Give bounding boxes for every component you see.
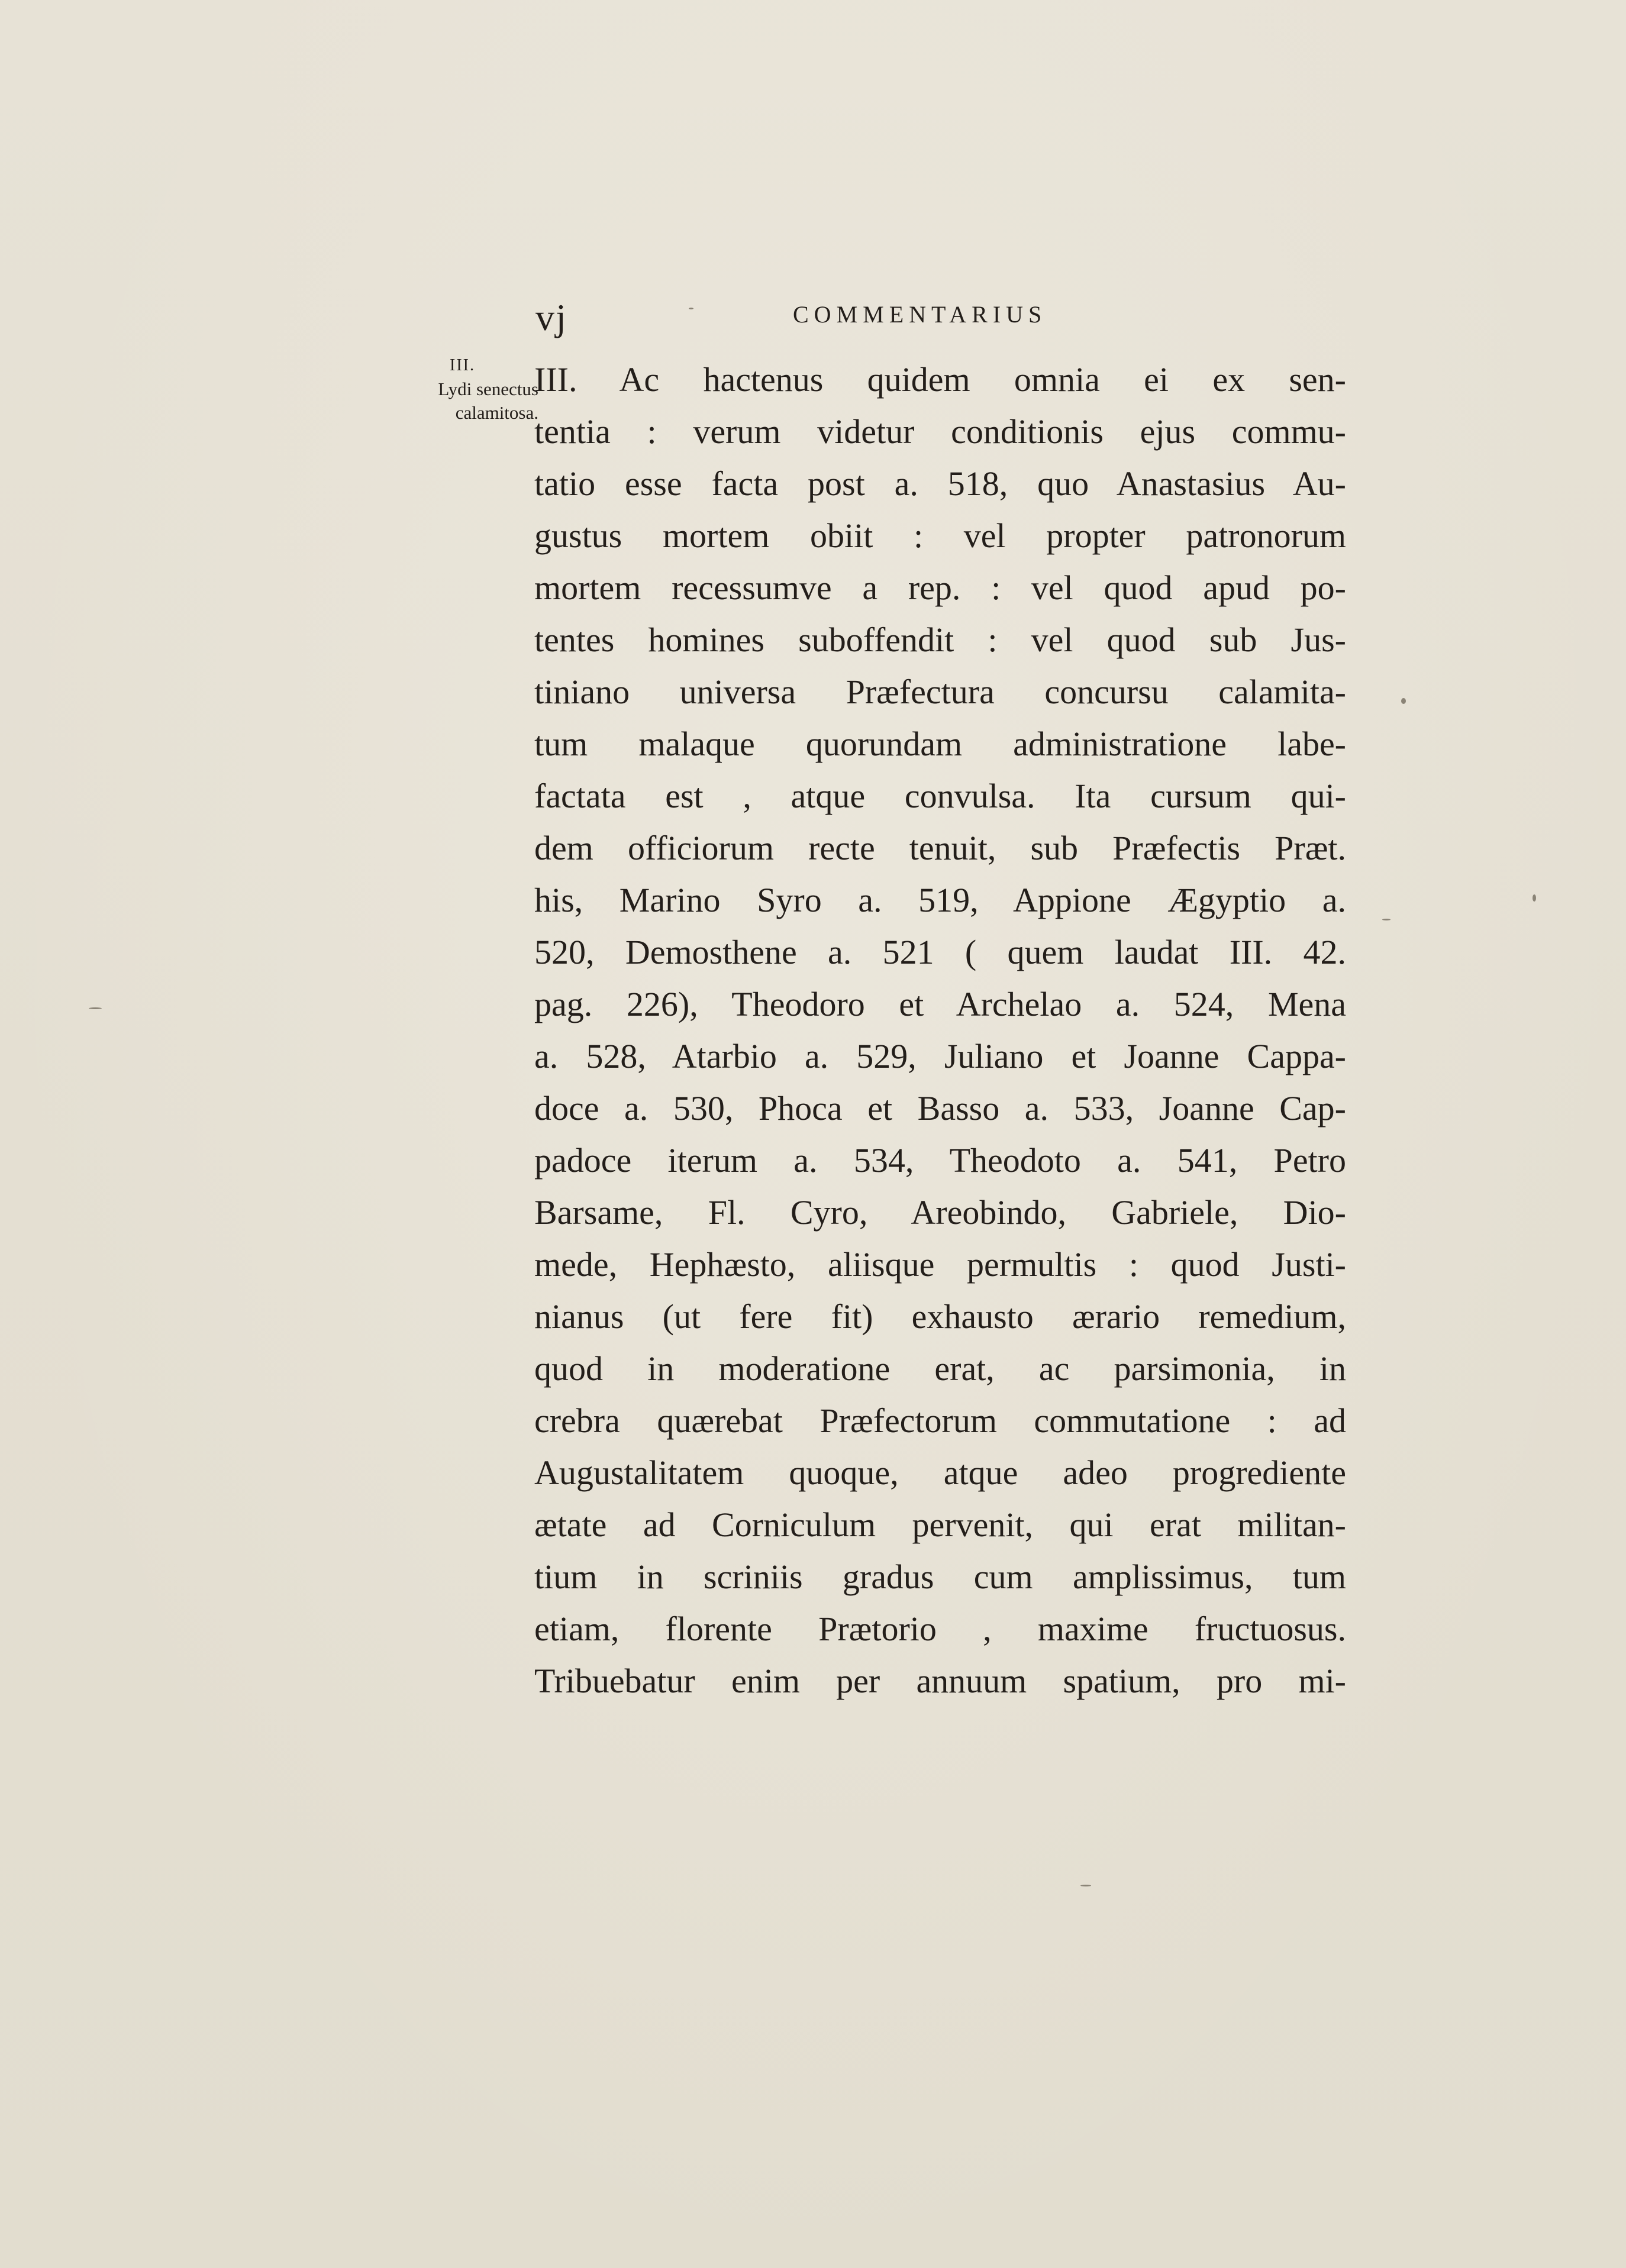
- text-line: his, Marino Syro a. 519, Appione Ægyptio a.: [534, 881, 1346, 919]
- text-line: Tribuebatur enim per annuum spatium, pro mi-: [534, 1662, 1346, 1700]
- marginal-section-number: III.: [450, 356, 475, 374]
- paper-speck: [1401, 698, 1406, 704]
- paper-speck: [1382, 919, 1391, 920]
- text-line: gustus mortem obiit : vel propter patronorum: [534, 516, 1346, 555]
- text-line: tium in scriniis gradus cum amplissimus, tum: [534, 1558, 1346, 1596]
- text-line: Augustalitatem quoque, atque adeo progrediente: [534, 1453, 1346, 1492]
- text-line: dem officiorum recte tenuit, sub Præfectis Præt.: [534, 829, 1346, 867]
- text-line: tentes homines suboffendit : vel quod sub Jus-: [534, 621, 1346, 659]
- paper-speck: [89, 1007, 102, 1009]
- marginal-note-line: calamitosa.: [455, 402, 538, 423]
- text-line: padoce iterum a. 534, Theodoto a. 541, Petro: [534, 1141, 1346, 1180]
- text-line: etiam, florente Prætorio , maxime fructuosus.: [534, 1610, 1346, 1648]
- text-line: mortem recessumve a rep. : vel quod apud po-: [534, 568, 1346, 607]
- text-line: tentia : verum videtur conditionis ejus commu-: [534, 412, 1346, 451]
- paper-speck: [1080, 1885, 1091, 1886]
- marginal-note-line: Lydi senectus: [438, 379, 538, 399]
- marginal-note: [379, 354, 538, 425]
- paper-speck: [689, 308, 693, 309]
- text-line: tatio esse facta post a. 518, quo Anastasius Au-: [534, 464, 1346, 503]
- text-line: mede, Hephæsto, aliisque permultis : quod Justi-: [534, 1245, 1346, 1284]
- text-line: tum malaque quorundam administratione labe-: [534, 725, 1346, 763]
- text-line: pag. 226), Theodoro et Archelao a. 524, Mena: [534, 985, 1346, 1023]
- running-head: [0, 296, 1626, 343]
- running-title: COMMENTARIUS: [793, 301, 1047, 328]
- text-line: factata est , atque convulsa. Ita cursum qui-: [534, 777, 1346, 815]
- body-text: [534, 354, 1346, 1707]
- text-line: ætate ad Corniculum pervenit, qui erat militan-: [534, 1505, 1346, 1544]
- text-line: III. Ac hactenus quidem omnia ei ex sen-: [534, 360, 1346, 399]
- page-number: vj: [535, 296, 567, 338]
- text-line: Barsame, Fl. Cyro, Areobindo, Gabriele, Dio-: [534, 1193, 1346, 1232]
- text-line: quod in moderatione erat, ac parsimonia, in: [534, 1349, 1346, 1388]
- text-line: crebra quærebat Præfectorum commutatione : ad: [534, 1401, 1346, 1440]
- text-line: nianus (ut fere fit) exhausto ærario remedium,: [534, 1297, 1346, 1336]
- text-line: a. 528, Atarbio a. 529, Juliano et Joanne Cappa-: [534, 1037, 1346, 1075]
- text-line: 520, Demosthene a. 521 ( quem laudat III. 42.: [534, 933, 1346, 971]
- paper-speck: [1533, 894, 1536, 902]
- text-line: doce a. 530, Phoca et Basso a. 533, Joanne Cap-: [534, 1089, 1346, 1127]
- text-line: tiniano universa Præfectura concursu calamita-: [534, 673, 1346, 711]
